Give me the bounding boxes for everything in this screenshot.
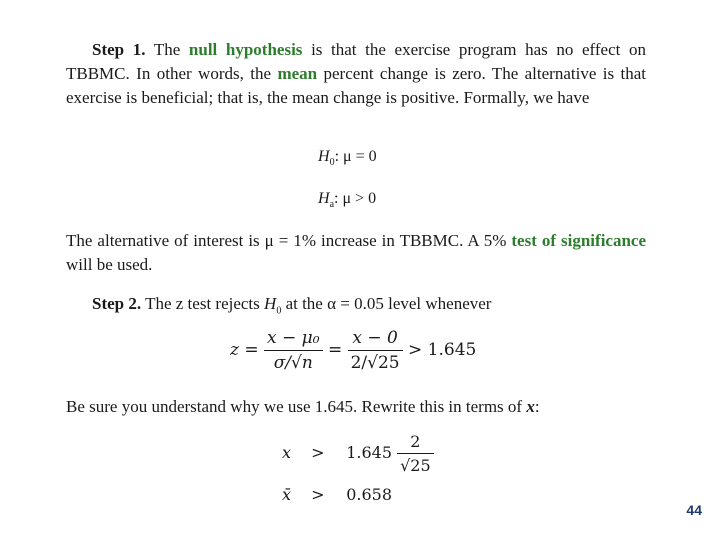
step1-text-3: percent change is zero. The alternative is that exercise is beneficial; that is, the mean change is positive. Formally, we have — [66, 64, 647, 107]
formula-rhs: > 1.645 — [408, 340, 477, 360]
fraction-2 — [348, 328, 403, 373]
formula-equals: = — [327, 340, 343, 360]
fraction-1-numerator: x − μ₀ — [264, 328, 323, 351]
rewrite-var: x — [526, 397, 535, 416]
ha-symbol: H — [318, 190, 330, 207]
step1-text-2: is that the exercise program has no effect on TBBMC. In other words, the — [66, 40, 646, 83]
step2-paragraph — [66, 292, 646, 323]
step1-label: Step 1. — [92, 40, 146, 59]
fraction-2-den-part-a: 2/ — [350, 353, 368, 373]
alternative-hypothesis-equation — [318, 190, 376, 210]
fraction-2-denominator — [348, 351, 403, 373]
step2-text-2: at the α = 0.05 level whenever — [285, 294, 492, 313]
row2-var: x̄ — [282, 485, 292, 504]
inequality-row-2 — [282, 485, 392, 504]
formula-lhs: z = — [230, 340, 259, 360]
row1-var: x — [282, 443, 292, 462]
row1-op: > — [311, 443, 325, 462]
row1-numerator: 2 — [397, 432, 434, 454]
h0-rest: : μ = 0 — [334, 148, 377, 165]
h0-subscript-inline: 0 — [276, 305, 282, 317]
page-number: 44 — [686, 502, 702, 518]
rewrite-text: Be sure you understand why we use 1.645. Rewrite this in terms of — [66, 397, 523, 416]
step2-label: Step 2. — [92, 294, 142, 313]
alt-text-1: The alternative of interest is μ = 1% increase in TBBMC. A 5% — [66, 231, 507, 250]
alternative-paragraph — [66, 229, 646, 277]
row2-value: 0.658 — [346, 485, 392, 504]
alt-text-2: will be used. — [66, 255, 153, 274]
h0-subscript: 0 — [329, 157, 335, 169]
mean-term: mean — [277, 64, 318, 83]
h0-symbol: H — [318, 148, 330, 165]
row1-value: 1.645 — [346, 443, 392, 462]
rewrite-colon: : — [534, 397, 540, 416]
rewrite-paragraph — [66, 395, 646, 419]
null-hypothesis-equation — [318, 148, 377, 168]
fraction-1-denominator: σ/√n — [273, 353, 313, 373]
fraction-2-numerator: x − 0 — [348, 328, 403, 351]
h0-symbol-inline: H — [264, 294, 277, 313]
ha-subscript: a — [329, 199, 335, 211]
ha-rest: : μ > 0 — [334, 190, 377, 207]
step1-text-1: The — [153, 40, 181, 59]
row1-denominator: √25 — [400, 456, 431, 475]
inequality-row-1 — [282, 432, 434, 475]
test-of-significance-term: test of significance — [511, 231, 647, 250]
row2-op: > — [311, 485, 325, 504]
fraction-2-den-part-b: √25 — [367, 353, 400, 373]
z-statistic-formula — [230, 328, 476, 373]
step1-paragraph — [66, 38, 646, 110]
null-hypothesis-term: null hypothesis — [188, 40, 303, 59]
fraction-1 — [264, 328, 323, 373]
row1-fraction — [397, 432, 434, 475]
step2-text-1: The z test rejects — [145, 294, 260, 313]
